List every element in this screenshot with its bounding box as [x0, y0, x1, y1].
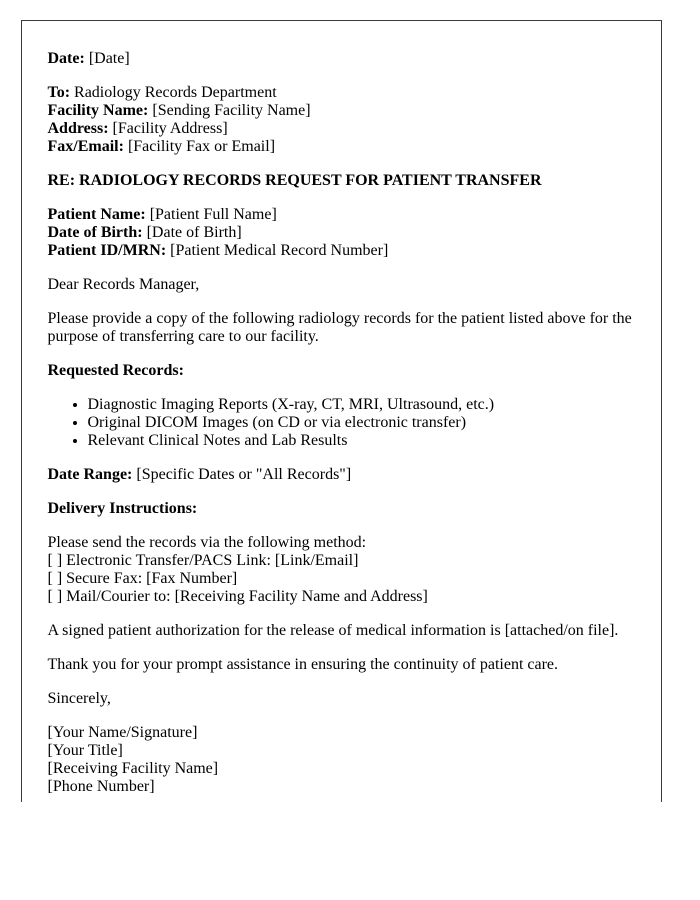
- intro-paragraph: Please provide a copy of the following radiology records for the patient listed above for the purpose of transferring care to our facility.: [47, 309, 632, 345]
- date-line: [48, 50, 636, 68]
- date-of-birth-label: Date of Birth:: [47, 223, 143, 241]
- patient-name-line: [48, 206, 636, 224]
- salutation: Dear Records Manager,: [47, 275, 200, 293]
- facility-name-line: [48, 102, 636, 120]
- delivery-instructions-heading: Delivery Instructions:: [47, 499, 198, 517]
- electronic-transfer-label: Electronic Transfer/PACS Link:: [66, 551, 271, 569]
- patient-block: [48, 206, 636, 260]
- date-of-birth-line: [48, 224, 636, 242]
- checkbox-secure-fax: [ ]: [47, 569, 63, 587]
- fax-email-value: [Facility Fax or Email]: [127, 137, 276, 155]
- signoff: Sincerely,: [47, 689, 111, 707]
- address-value: [Facility Address]: [112, 119, 228, 137]
- list-item: • Relevant Clinical Notes and Lab Results: [88, 432, 636, 450]
- thanks-paragraph: Thank you for your prompt assistance in ensuring the continuity of patient care.: [47, 655, 559, 673]
- delivery-method-fax: [48, 570, 636, 588]
- signature-name: [Your Name/Signature]: [47, 723, 198, 741]
- requested-records-list: [48, 396, 636, 450]
- delivery-block: [48, 534, 636, 606]
- date-of-birth-value: [Date of Birth]: [146, 223, 242, 241]
- authorization-paragraph: A signed patient authorization for the release of medical information is [attached/on file].: [47, 621, 619, 639]
- patient-id-value: [Patient Medical Record Number]: [170, 241, 389, 259]
- secure-fax-label: Secure Fax:: [66, 569, 143, 587]
- subject-line: RE: RADIOLOGY RECORDS REQUEST FOR PATIENT TRANSFER: [47, 171, 542, 189]
- address-line: [48, 120, 636, 138]
- facility-name-label: Facility Name:: [47, 101, 149, 119]
- fax-email-label: Fax/Email:: [47, 137, 124, 155]
- mail-courier-value: [Receiving Facility Name and Address]: [174, 587, 428, 605]
- delivery-method-mail: [48, 588, 636, 606]
- signature-facility: [Receiving Facility Name]: [47, 759, 219, 777]
- list-item: • Diagnostic Imaging Reports (X-ray, CT, MRI, Ultrasound, etc.): [88, 396, 636, 414]
- mail-courier-label: Mail/Courier to:: [66, 587, 171, 605]
- patient-id-label: Patient ID/MRN:: [47, 241, 167, 259]
- delivery-intro: Please send the records via the following method:: [47, 533, 367, 551]
- date-range-line: [48, 466, 636, 484]
- list-item: • Original DICOM Images (on CD or via electronic transfer): [88, 414, 636, 432]
- address-label: Address:: [47, 119, 109, 137]
- date-label: Date:: [47, 49, 85, 67]
- patient-id-line: [48, 242, 636, 260]
- facility-name-value: [Sending Facility Name]: [152, 101, 311, 119]
- requested-records-heading: Requested Records:: [47, 361, 184, 379]
- fax-email-line: [48, 138, 636, 156]
- electronic-transfer-value: [Link/Email]: [274, 551, 359, 569]
- recipient-block: [48, 84, 636, 156]
- signature-title: [Your Title]: [47, 741, 123, 759]
- signature-block: [48, 724, 636, 796]
- signature-phone: [Phone Number]: [47, 777, 155, 795]
- to-value: Radiology Records Department: [74, 83, 277, 101]
- letter-document: [21, 20, 662, 802]
- delivery-method-electronic: [48, 552, 636, 570]
- date-range-value: [Specific Dates or "All Records"]: [136, 465, 352, 483]
- patient-name-value: [Patient Full Name]: [149, 205, 277, 223]
- patient-name-label: Patient Name:: [47, 205, 146, 223]
- date-range-label: Date Range:: [47, 465, 133, 483]
- to-label: To:: [47, 83, 71, 101]
- recipient-to-line: [48, 84, 636, 102]
- secure-fax-value: [Fax Number]: [146, 569, 238, 587]
- date-value: [Date]: [88, 49, 130, 67]
- checkbox-mail-courier: [ ]: [47, 587, 63, 605]
- checkbox-electronic-transfer: [ ]: [47, 551, 63, 569]
